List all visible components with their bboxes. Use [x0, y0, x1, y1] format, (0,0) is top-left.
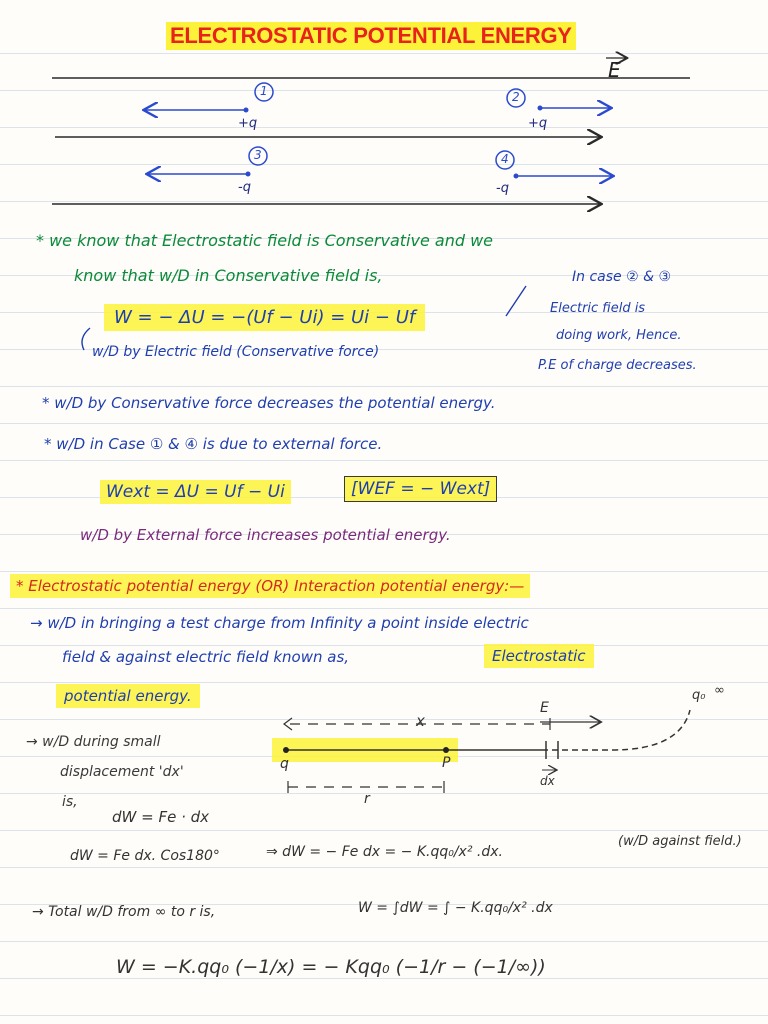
field-label: E — [608, 58, 621, 82]
field-e-label: E — [540, 700, 549, 716]
page-title: ELECTROSTATIC POTENTIAL ENERGY — [166, 22, 576, 50]
test-charge-label: q₀ — [692, 688, 706, 703]
equation-external: Wext = ΔU = Uf − Ui — [100, 480, 291, 504]
dw-cos-equation: dW = Fe dx. Cos180° — [70, 848, 220, 864]
small-displacement-2: displacement 'dx' — [60, 764, 184, 780]
note-line-1: * we know that Electrostatic field is Conservative and we — [36, 231, 493, 250]
final-equation: W = −K.qq₀ (−1/x) = − Kqq₀ (−1/r − (−1/∞)) — [116, 956, 546, 978]
case-note-3: doing work, Hence. — [556, 328, 682, 343]
infinity-label: ∞ — [714, 683, 725, 698]
dx-label: dx — [540, 774, 555, 788]
bullet-external: * w/D in Case ① & ④ is due to external force. — [44, 435, 383, 453]
case-1-charge: +q — [238, 116, 258, 131]
dw-force-equation: ⇒ dW = − Fe dx = − K.qq₀/x² .dx. — [266, 844, 503, 860]
distance-r-label: r — [364, 791, 370, 807]
case-note-1: In case ② & ③ — [572, 269, 672, 285]
charge-q-label: q — [280, 756, 289, 772]
definition-line-1: → w/D in bringing a test charge from Infinity a point inside electric — [30, 614, 529, 632]
note-line-2: know that w/D in Conservative field is, — [74, 266, 383, 285]
bullet-conservative: * w/D by Conservative force decreases the potential energy. — [42, 394, 496, 412]
equation-ef: [WEF = − Wext] — [344, 476, 497, 502]
case-3-number: 3 — [254, 148, 262, 162]
against-field-note: (w/D against field.) — [618, 834, 742, 849]
case-2-charge: +q — [528, 116, 548, 131]
point-p-label: P — [442, 755, 451, 771]
definition-line-2: field & against electric field known as, — [62, 648, 350, 666]
external-force-note: w/D by External force increases potential energy. — [80, 526, 451, 544]
case-3-charge: -q — [238, 180, 251, 195]
integral-equation: W = ∫dW = ∫ − K.qq₀/x² .dx — [358, 900, 553, 916]
section-heading: * Electrostatic potential energy (OR) Interaction potential energy:— — [10, 574, 530, 598]
case-4-number: 4 — [501, 152, 509, 166]
case-2-number: 2 — [512, 90, 520, 104]
small-displacement-3: is, — [62, 794, 78, 810]
case-1-number: 1 — [260, 84, 268, 98]
total-work-label: → Total w/D from ∞ to r is, — [32, 904, 216, 920]
distance-x-label: x — [416, 712, 425, 730]
case-note-2: Electric field is — [550, 301, 646, 316]
dw-equation: dW = Fe · dx — [112, 808, 210, 826]
small-displacement-1: → w/D during small — [26, 734, 161, 750]
equation-work-potential: W = − ΔU = −(Uf − Ui) = Ui − Uf — [104, 304, 425, 331]
definition-line-3: potential energy. — [56, 684, 200, 708]
case-note-4: P.E of charge decreases. — [538, 358, 697, 373]
definition-highlight: Electrostatic — [484, 644, 594, 668]
case-4-charge: -q — [496, 181, 509, 196]
equation-label: w/D by Electric field (Conservative force) — [92, 344, 380, 360]
